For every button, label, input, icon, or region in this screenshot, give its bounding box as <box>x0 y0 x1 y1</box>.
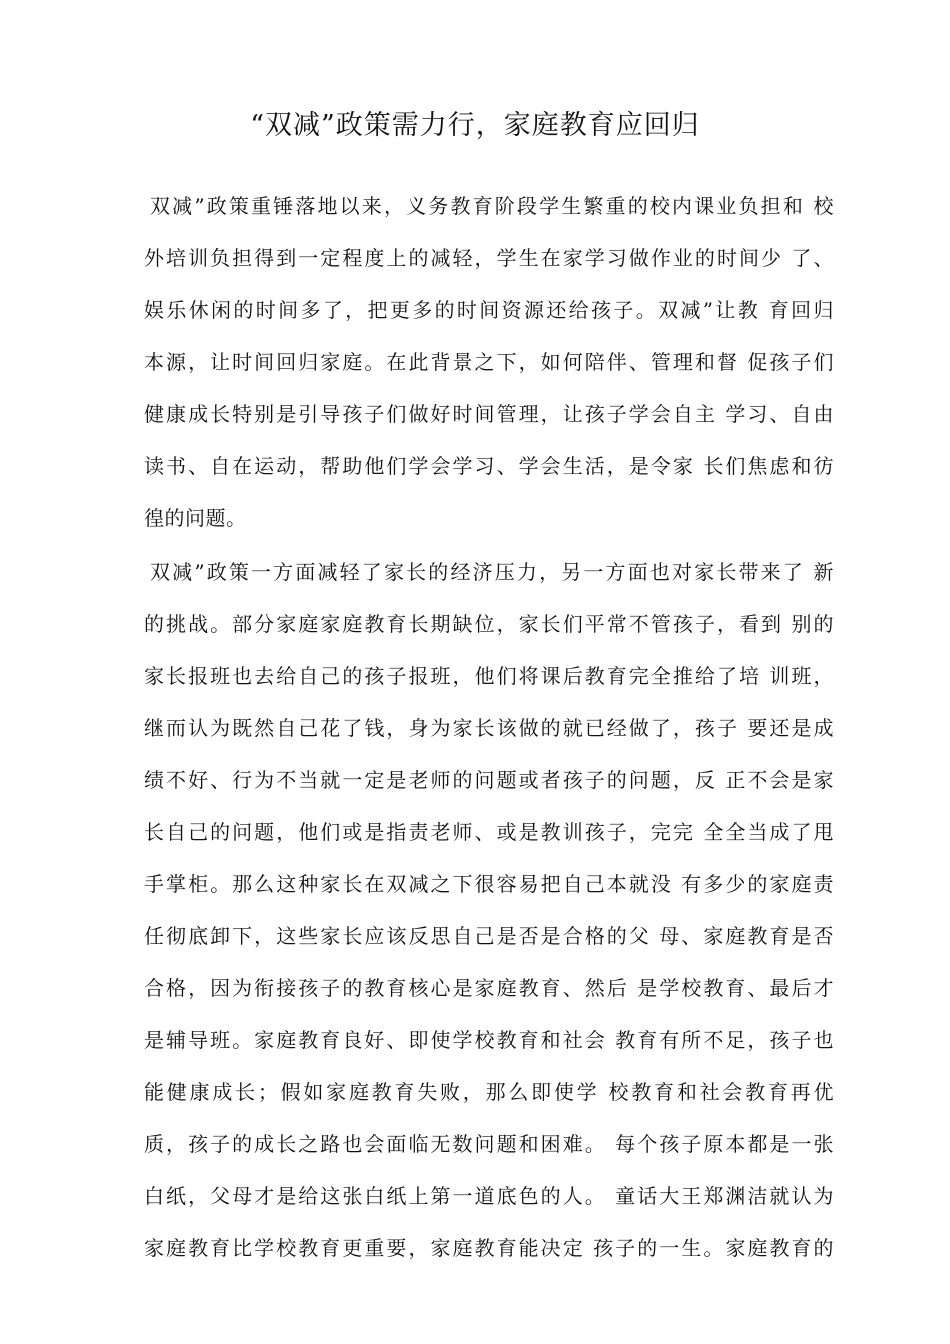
paragraph-line: 家庭教育比学校教育更重要，家庭教育能决定 孩子的一生。家庭教育的 <box>144 1236 834 1260</box>
paragraph-line: 娱乐休闲的时间多了，把更多的时间资源还给孩子。双减”让教 育回归 <box>144 298 834 322</box>
paragraph-line: 外培训负担得到一定程度上的减轻，学生在家学习做作业的时间少 了、 <box>144 246 834 270</box>
paragraph-line: 任彻底卸下，这些家长应该反思自己是否是合格的父 母、家庭教育是否 <box>144 924 834 948</box>
document-title: “双减”政策需力行，家庭教育应回归 <box>250 110 700 141</box>
paragraph-line: 读书、自在运动，帮助他们学会学习、学会生活，是令家 长们焦虑和彷 <box>144 454 834 478</box>
paragraph-2 <box>144 546 834 1274</box>
paragraph-line: 的挑战。部分家庭家庭教育长期缺位，家长们平常不管孩子，看到 别的 <box>144 612 834 636</box>
paragraph-line: 绩不好、行为不当就一定是老师的问题或者孩子的问题，反 正不会是家 <box>144 768 834 792</box>
paragraph-line: 是辅导班。家庭教育良好、即使学校教育和社会 教育有所不足，孩子也 <box>144 1028 834 1052</box>
paragraph-line: 合格，因为衔接孩子的教育核心是家庭教育、然后 是学校教育、最后才 <box>144 976 834 1000</box>
paragraph-line: 能健康成长；假如家庭教育失败，那么即使学 校教育和社会教育再优 <box>144 1080 834 1104</box>
paragraph-line: 徨的问题。 <box>144 506 247 530</box>
paragraph-line: 双减”政策重锤落地以来，义务教育阶段学生繁重的校内课业负担和 校 <box>150 194 834 218</box>
paragraph-line: 继而认为既然自己花了钱，身为家长该做的就已经做了，孩子 要还是成 <box>144 716 834 740</box>
paragraph-line: 家长报班也去给自己的孩子报班，他们将课后教育完全推给了培 训班， <box>144 664 834 688</box>
paragraph-line: 手掌柜。那么这种家长在双减之下很容易把自己本就没 有多少的家庭责 <box>144 872 834 896</box>
paragraph-line: 质，孩子的成长之路也会面临无数问题和困难。 每个孩子原本都是一张 <box>144 1132 834 1156</box>
paragraph-line: 健康成长特别是引导孩子们做好时间管理，让孩子学会自主 学习、自由 <box>144 402 834 426</box>
paragraph-line: 本源，让时间回归家庭。在此背景之下，如何陪伴、管理和督 促孩子们 <box>144 350 834 374</box>
paragraph-line: 白纸，父母才是给这张白纸上第一道底色的人。 童话大王郑渊洁就认为 <box>144 1184 834 1208</box>
paragraph-line: 双减”政策一方面减轻了家长的经济压力，另一方面也对家长带来了 新 <box>150 560 834 584</box>
paragraph-1 <box>144 180 834 544</box>
paragraph-line: 长自己的问题，他们或是指责老师、或是教训孩子，完完 全全当成了甩 <box>144 820 834 844</box>
